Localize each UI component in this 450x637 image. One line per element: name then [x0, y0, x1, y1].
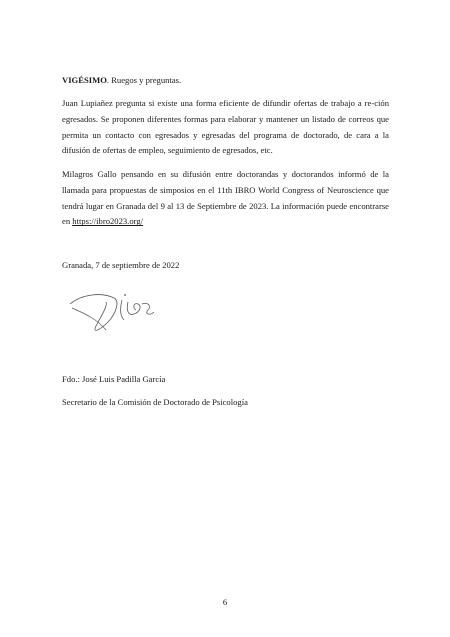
section-heading-label: VIGÉSIMO [62, 75, 107, 85]
section-heading-title: . Ruegos y preguntas. [106, 75, 182, 85]
signer-role: Secretario de la Comisión de Doctorado de Psicología [62, 397, 248, 407]
paragraph-egresados: Juan Lupiañez pregunta si existe una forma eficiente de difundir ofertas de trabajo a re-ción egresados. Se proponen diferentes formas para elaborar y mantener un listado de correos que permita un contacto con egresados y egresadas del programa de doctorado, de cara a la difusión de ofertas de empleo, seguimiento de egresados, etc. [62, 98, 389, 156]
paragraph-ibro-text: Milagros Gallo pensando en su difusión entre doctorandas y doctorandos informó de la llamada para propuestas de simposios en el 11th IBRO World Congress of Neuroscience que tendrá lugar en Granada del 9 al 13 de Septiembre de 2023. La información puede encontrarse en [62, 169, 389, 227]
section-heading [62, 73, 389, 89]
ibro-link[interactable]: https://ibro2023.org/ [72, 216, 144, 227]
place-date: Granada, 7 de septiembre de 2022 [62, 260, 180, 270]
signed-by: Fdo.: José Luis Padilla García [62, 374, 166, 384]
paragraph-ibro-congress [62, 167, 389, 230]
handwritten-signature [62, 284, 162, 344]
page-number: 6 [222, 597, 228, 607]
